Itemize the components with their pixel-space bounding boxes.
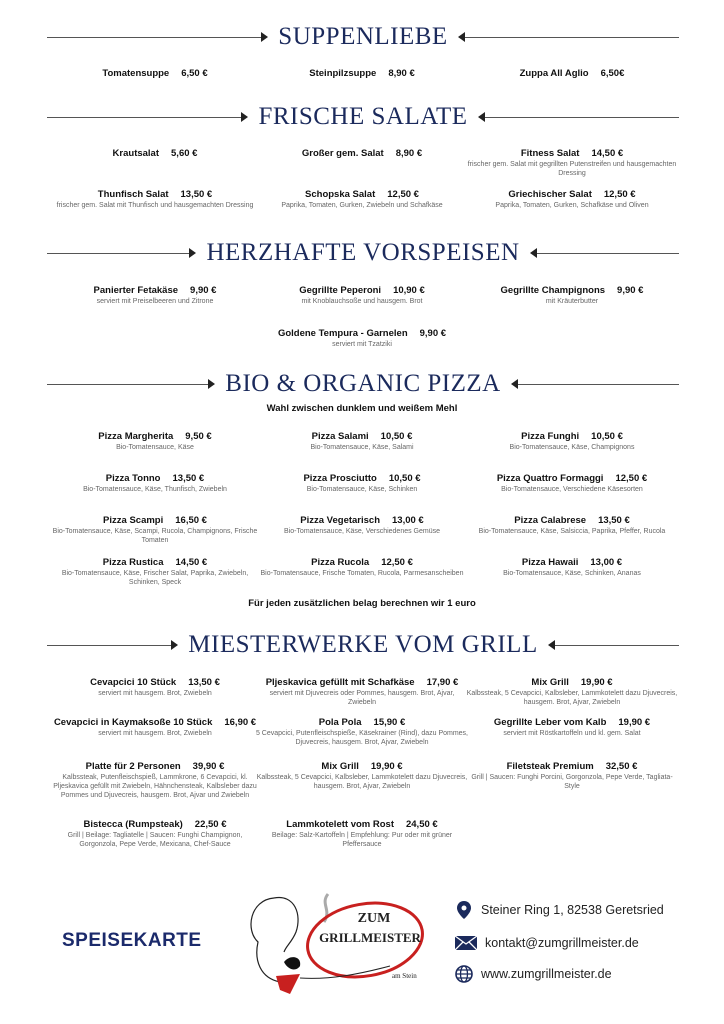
divider — [485, 117, 679, 118]
logo — [240, 890, 430, 998]
item-price: 19,90 € — [370, 761, 403, 772]
arrow-left-icon — [478, 112, 485, 122]
arrow-right-icon — [171, 640, 178, 650]
item-description: serviert mit Tzatziki — [332, 341, 392, 348]
item-name: Gegrillte Champignons — [500, 285, 606, 296]
menu-item — [255, 68, 469, 79]
item-name: Pizza Calabrese — [514, 515, 587, 526]
email[interactable] — [455, 934, 639, 952]
website[interactable] — [455, 965, 612, 983]
item-price: 12,50 € — [603, 189, 636, 200]
menu-item — [48, 148, 262, 159]
item-description: frischer gem. Salat mit gegrillten Putenstreifen und hausgemachten Dressing — [467, 161, 677, 177]
item-description: Kalbssteak, 5 Cevapcici, Kalbsleber, Lammkotelett dazu Djuvecreis, hausgem. Brot, Ajvar, Zwiebeln — [256, 774, 468, 790]
arrow-left-icon — [548, 640, 555, 650]
menu-item — [255, 328, 469, 349]
item-price: 10,90 € — [393, 285, 425, 296]
section-title: SUPPENLIEBE — [278, 23, 448, 50]
section-title: FRISCHE SALATE — [258, 103, 468, 130]
arrow-right-icon — [208, 379, 215, 389]
item-price: 6,50€ — [600, 68, 625, 79]
item-name: Goldene Tempura - Garnelen — [277, 328, 408, 339]
item-name: Zuppa All Aglio — [519, 68, 589, 79]
item-name: Pljeskavica gefüllt mit Schafkäse — [265, 677, 415, 688]
menu-item — [465, 557, 679, 578]
item-description: serviert mit Djuvecreis oder Pommes, hausgem. Brot, Ajvar, Zwiebeln — [269, 690, 455, 706]
item-description: Bio-Tomatensauce, Käse, Scampi, Rucola, Champignons, Frische Tomaten — [52, 528, 258, 544]
email-link[interactable]: kontakt@zumgrillmeister.de — [485, 936, 639, 950]
section-title: BIO & ORGANIC PIZZA — [225, 370, 501, 397]
divider — [518, 384, 679, 385]
item-description: mit Kräuterbutter — [545, 298, 599, 305]
divider — [555, 645, 679, 646]
item-price: 9,90 € — [419, 328, 447, 339]
address-text: Steiner Ring 1, 82538 Geretsried — [481, 903, 664, 917]
item-name: Schopska Salat — [305, 189, 376, 200]
divider — [47, 253, 189, 254]
item-name: Pizza Vegetarisch — [300, 515, 381, 526]
item-price: 14,50 € — [175, 557, 208, 568]
item-price: 10,50 € — [591, 431, 623, 442]
item-name: Tomatensuppe — [102, 68, 170, 79]
menu-item — [255, 515, 469, 536]
item-name: Fitness Salat — [520, 148, 580, 159]
item-price: 10,50 € — [388, 473, 421, 484]
menu-item — [48, 819, 262, 849]
section-header — [47, 238, 679, 268]
item-price: 13,00 € — [392, 515, 424, 526]
item-description: Bio-Tomatensauce, Käse, Schinken — [306, 486, 418, 493]
item-description: Bio-Tomatensauce, Käse, Salsiccia, Paprika, Pfeffer, Rucola — [478, 528, 666, 535]
menu-item — [465, 717, 679, 738]
item-description: Beilage: Salz-Kartoffeln | Empfehlung: Pur oder mit grüner Pfeffersauce — [271, 832, 453, 848]
item-price: 16,50 € — [175, 515, 207, 526]
svg-text:ZUM: ZUM — [357, 911, 391, 926]
item-name: Gegrillte Peperoni — [299, 285, 382, 296]
menu-item — [465, 189, 679, 210]
item-price: 22,50 € — [194, 819, 227, 830]
item-description: Grill | Saucen: Funghi Porcini, Gorgonzola, Pepe Verde, Tagliata-Style — [471, 774, 673, 790]
item-price: 19,90 € — [618, 717, 651, 728]
divider — [47, 645, 171, 646]
section-header — [47, 369, 679, 399]
item-name: Griechischer Salat — [508, 189, 592, 200]
menu-item — [255, 431, 469, 452]
menu-item — [48, 717, 262, 738]
item-price: 19,90 € — [580, 677, 613, 688]
item-price: 12,50 € — [387, 189, 419, 200]
section-subtitle: Wahl zwischen dunklem und weißem Mehl — [266, 403, 458, 414]
menu-item — [48, 557, 262, 587]
item-name: Bistecca (Rumpsteak) — [83, 819, 183, 830]
divider — [465, 37, 679, 38]
item-name: Krautsalat — [112, 148, 160, 159]
item-description: Bio-Tomatensauce, Käse, Frischer Salat, Paprika, Zwiebeln, Schinken, Speck — [61, 570, 249, 586]
item-name: Mix Grill — [321, 761, 359, 772]
menu-item — [48, 515, 262, 545]
arrow-left-icon — [530, 248, 537, 258]
item-name: Cevapcici 10 Stück — [90, 677, 177, 688]
section-header — [47, 22, 679, 52]
item-price: 12,50 € — [615, 473, 648, 484]
item-name: Mix Grill — [531, 677, 569, 688]
item-description: serviert mit Röstkartoffeln und kl. gem. Salat — [503, 730, 641, 737]
item-price: 15,90 € — [373, 717, 406, 728]
chef-logo-icon — [240, 890, 430, 998]
item-price: 10,50 € — [380, 431, 413, 442]
item-price: 8,90 € — [395, 148, 423, 159]
speisekarte-title: SPEISEKARTE — [62, 930, 202, 951]
divider — [47, 37, 261, 38]
address — [455, 901, 664, 919]
item-name: Pizza Hawaii — [521, 557, 579, 568]
item-name: Pizza Prosciutto — [303, 473, 377, 484]
item-name: Steinpilzsuppe — [309, 68, 377, 79]
item-price: 9,90 € — [190, 285, 217, 296]
item-price: 6,50 € — [181, 68, 208, 79]
svg-text:GRILLMEISTER: GRILLMEISTER — [319, 930, 421, 945]
section-note: Für jeden zusätzlichen belag berechnen wir 1 euro — [248, 598, 476, 609]
menu-item — [255, 761, 469, 791]
item-name: Filetsteak Premium — [506, 761, 594, 772]
website-link[interactable]: www.zumgrillmeister.de — [481, 967, 612, 981]
section-title: MIESTERWERKE VOM GRILL — [188, 631, 538, 658]
menu-item — [255, 677, 469, 707]
menu-item — [255, 557, 469, 578]
item-name: Pizza Salami — [311, 431, 369, 442]
item-price: 12,50 € — [381, 557, 413, 568]
item-name: Großer gem. Salat — [301, 148, 384, 159]
item-price: 32,50 € — [605, 761, 638, 772]
section-header — [47, 102, 679, 132]
menu-item — [48, 473, 262, 494]
item-price: 8,90 € — [388, 68, 415, 79]
item-price: 13,00 € — [590, 557, 623, 568]
item-description: frischer gem. Salat mit Thunfisch und hausgemachten Dressing — [56, 202, 254, 209]
item-description: Grill | Beilage: Tagliatelle | Saucen: Funghi Champignon, Gorgonzola, Pepe Verde, Mexicana, Chef-Sauce — [67, 832, 243, 848]
item-description: Paprika, Tomaten, Gurken, Zwiebeln und Schafkäse — [281, 202, 443, 209]
item-description: Bio-Tomatensauce, Verschiedene Käsesorten — [501, 486, 643, 493]
arrow-left-icon — [458, 32, 465, 42]
menu-item — [48, 189, 262, 210]
item-price: 13,50 € — [598, 515, 630, 526]
item-name: Pizza Scampi — [103, 515, 164, 526]
menu-item — [255, 189, 469, 210]
item-name: Thunfisch Salat — [97, 189, 169, 200]
arrow-right-icon — [241, 112, 248, 122]
menu-item — [48, 285, 262, 306]
item-name: Panierter Fetakäse — [93, 285, 179, 296]
menu-item — [255, 473, 469, 494]
item-description: Bio-Tomatensauce, Käse, Salami — [310, 444, 414, 451]
item-name: Gegrillte Leber vom Kalb — [493, 717, 607, 728]
menu-item — [465, 68, 679, 79]
svg-text:am Stein: am Stein — [392, 972, 417, 980]
item-description: serviert mit Preiselbeeren und Zitrone — [96, 298, 214, 305]
globe-icon — [455, 965, 473, 983]
item-price: 17,90 € — [426, 677, 459, 688]
item-description: Bio-Tomatensauce, Frische Tomaten, Rucola, Parmesanscheiben — [260, 570, 464, 577]
item-description: Bio-Tomatensauce, Käse, Verschiedenes Gemüse — [283, 528, 441, 535]
item-price: 14,50 € — [591, 148, 624, 159]
item-name: Pola Pola — [318, 717, 362, 728]
menu-item — [465, 431, 679, 452]
menu-item — [255, 819, 469, 849]
item-name: Pizza Quattro Formaggi — [496, 473, 604, 484]
menu-item — [48, 761, 262, 800]
item-name: Pizza Rustica — [102, 557, 164, 568]
menu-item — [255, 717, 469, 747]
arrow-right-icon — [261, 32, 268, 42]
menu-item — [255, 285, 469, 306]
item-name: Pizza Rucola — [311, 557, 370, 568]
menu-item — [465, 761, 679, 791]
item-price: 13,50 € — [188, 677, 220, 688]
item-description: mit Knoblauchsoße und hausgem. Brot — [301, 298, 423, 305]
menu-item — [48, 68, 262, 79]
item-name: Pizza Tonno — [105, 473, 161, 484]
item-price: 13,50 € — [180, 189, 213, 200]
item-description: Bio-Tomatensauce, Käse — [116, 444, 194, 451]
arrow-left-icon — [511, 379, 518, 389]
menu-item — [465, 515, 679, 536]
item-price: 24,50 € — [405, 819, 438, 830]
item-description: serviert mit hausgem. Brot, Zwiebeln — [98, 730, 212, 737]
menu-item — [48, 431, 262, 452]
item-description: Bio-Tomatensauce, Käse, Champignons — [509, 444, 635, 451]
envelope-icon — [455, 934, 477, 952]
item-price: 9,90 € — [617, 285, 644, 296]
item-description: Kalbssteak, Putenfleischspieß, Lammkrone, 6 Cevapcici, kl. Pljeskavica gefüllt mit Zwiebeln, Hähnchensteak, Kalbsleber dazu Pommes und Djuvecreis, hausgem. Brot, Ajvar und Zwiebeln — [53, 774, 257, 799]
item-name: Pizza Funghi — [521, 431, 580, 442]
menu-item — [255, 148, 469, 159]
section-header — [47, 630, 679, 660]
item-description: Kalbssteak, 5 Cevapcici, Kalbsleber, Lammkotelett dazu Djuvecreis, hausgem. Brot, Ajvar, Zwiebeln — [466, 690, 678, 706]
location-pin-icon — [455, 901, 473, 919]
item-name: Platte für 2 Personen — [85, 761, 181, 772]
item-price: 13,50 € — [172, 473, 205, 484]
divider — [47, 117, 241, 118]
item-name: Pizza Margherita — [98, 431, 174, 442]
item-price: 16,90 € — [224, 717, 257, 728]
menu-item — [48, 677, 262, 698]
item-description: serviert mit hausgem. Brot, Zwiebeln — [98, 690, 212, 697]
divider — [537, 253, 679, 254]
item-description: Bio-Tomatensauce, Käse, Schinken, Ananas — [503, 570, 641, 577]
menu-item — [465, 148, 679, 178]
item-name: Cevapcici in Kaymaksoße 10 Stück — [53, 717, 213, 728]
item-name: Lammkotelett vom Rost — [286, 819, 394, 830]
arrow-right-icon — [189, 248, 196, 258]
item-description: Paprika, Tomaten, Gurken, Schafkäse und Oliven — [495, 202, 649, 209]
item-description: 5 Cevapcici, Putenfleischspieße, Käsekrainer (Rind), dazu Pommes, Djuvecreis, hausgem. Brot, Ajvar, Zwiebeln — [255, 730, 469, 746]
divider — [47, 384, 208, 385]
item-price: 5,60 € — [171, 148, 198, 159]
item-price: 9,50 € — [185, 431, 212, 442]
menu-item — [465, 473, 679, 494]
menu-item — [465, 285, 679, 306]
menu-item — [465, 677, 679, 707]
section-title: HERZHAFTE VORSPEISEN — [206, 239, 520, 266]
item-price: 39,90 € — [192, 761, 225, 772]
item-description: Bio-Tomatensauce, Käse, Thunfisch, Zwiebeln — [83, 486, 227, 493]
